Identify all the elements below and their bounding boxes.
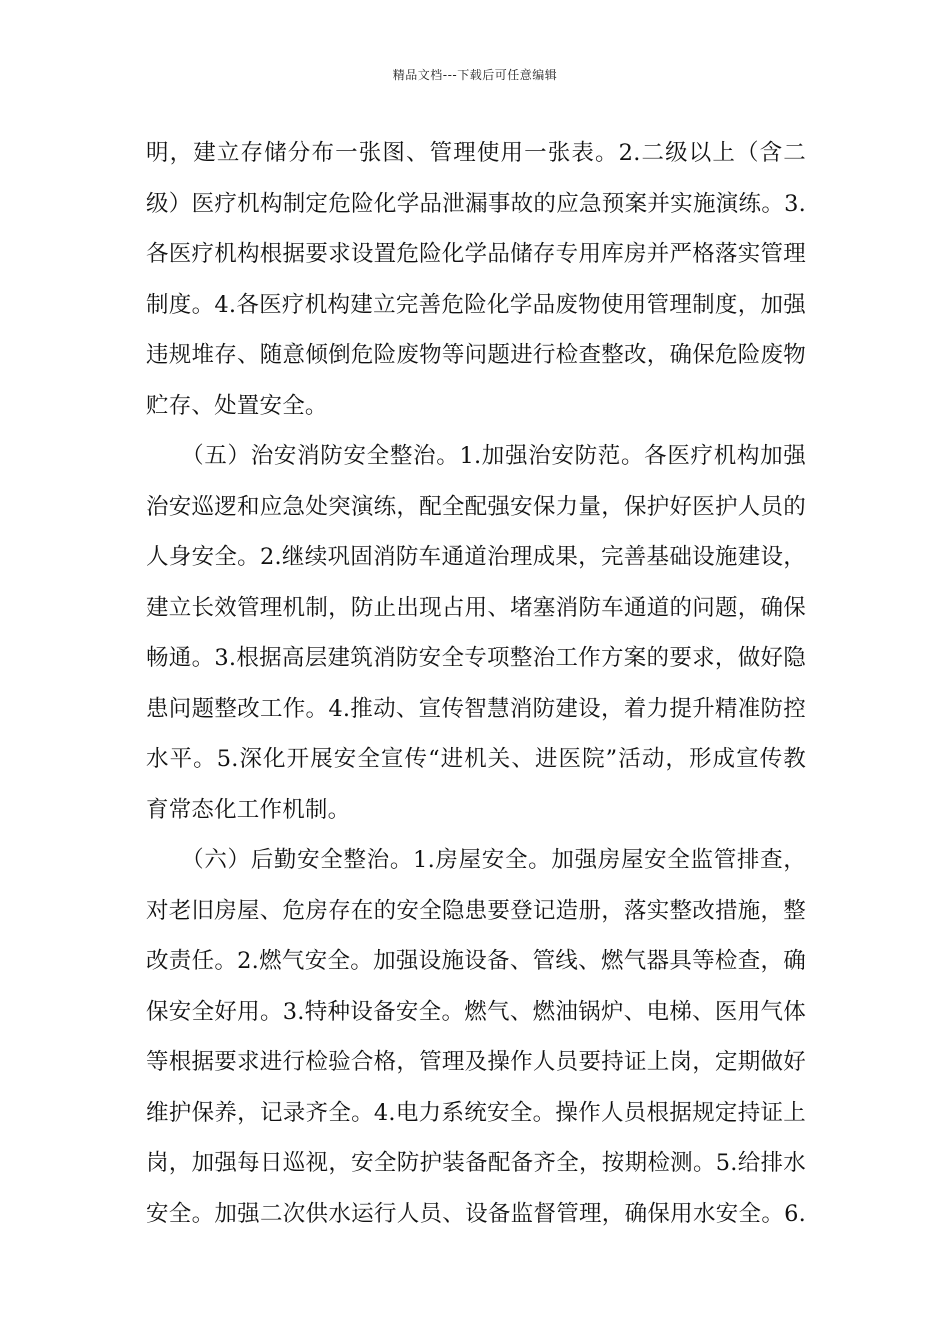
text-line: 违规堆存、随意倾倒危险废物等问题进行检查整改，确保危险废物 <box>146 342 806 368</box>
text-line: 水平。5.深化开展安全宣传“进机关、进医院”活动，形成宣传教 <box>146 746 806 772</box>
text-line: 维护保养，记录齐全。4.电力系统安全。操作人员根据规定持证上 <box>146 1099 806 1126</box>
text-line: 贮存、处置安全。 <box>146 392 328 419</box>
text-line: （五）治安消防安全整治。1.加强治安防范。各医疗机构加强 <box>146 443 806 469</box>
text-line: 育常态化工作机制。 <box>146 796 351 823</box>
text-line: 保安全好用。3.特种设备安全。燃气、燃油锅炉、电梯、医用气体 <box>146 998 806 1025</box>
text-line: （六）后勤安全整治。1.房屋安全。加强房屋安全监管排查， <box>146 847 806 873</box>
text-line: 患问题整改工作。4.推动、宣传智慧消防建设，着力提升精准防控 <box>146 695 806 722</box>
text-line: 制度。4.各医疗机构建立完善危险化学品废物使用管理制度，加强 <box>146 291 806 318</box>
text-line: 畅通。3.根据高层建筑消防安全专项整治工作方案的要求，做好隐 <box>146 645 806 671</box>
text-line: 明，建立存储分布一张图、管理使用一张表。2.二级以上（含二 <box>146 140 806 166</box>
text-line: 级）医疗机构制定危险化学品泄漏事故的应急预案并实施演练。3. <box>146 190 806 217</box>
text-line: 人身安全。2.继续巩固消防车通道治理成果，完善基础设施建设， <box>146 544 806 570</box>
text-line: 岗，加强每日巡视，安全防护装备配备齐全，按期检测。5.给排水 <box>146 1150 806 1176</box>
text-line: 改责任。2.燃气安全。加强设施设备、管线、燃气器具等检查，确 <box>146 948 806 974</box>
text-line: 对老旧房屋、危房存在的安全隐患要登记造册，落实整改措施，整 <box>146 897 806 924</box>
text-line: 建立长效管理机制，防止出现占用、堵塞消防车通道的问题，确保 <box>146 594 806 621</box>
text-line: 安全。加强二次供水运行人员、设备监督管理，确保用水安全。6. <box>146 1200 806 1227</box>
text-line: 等根据要求进行检验合格，管理及操作人员要持证上岗，定期做好 <box>146 1049 806 1075</box>
page-header: 精品文档---下载后可任意编辑 <box>392 68 558 82</box>
text-line: 治安巡逻和应急处突演练，配全配强安保力量，保护好医护人员的 <box>146 493 806 520</box>
text-line: 各医疗机构根据要求设置危险化学品储存专用库房并严格落实管理 <box>146 241 806 267</box>
body-text <box>146 128 806 1239</box>
